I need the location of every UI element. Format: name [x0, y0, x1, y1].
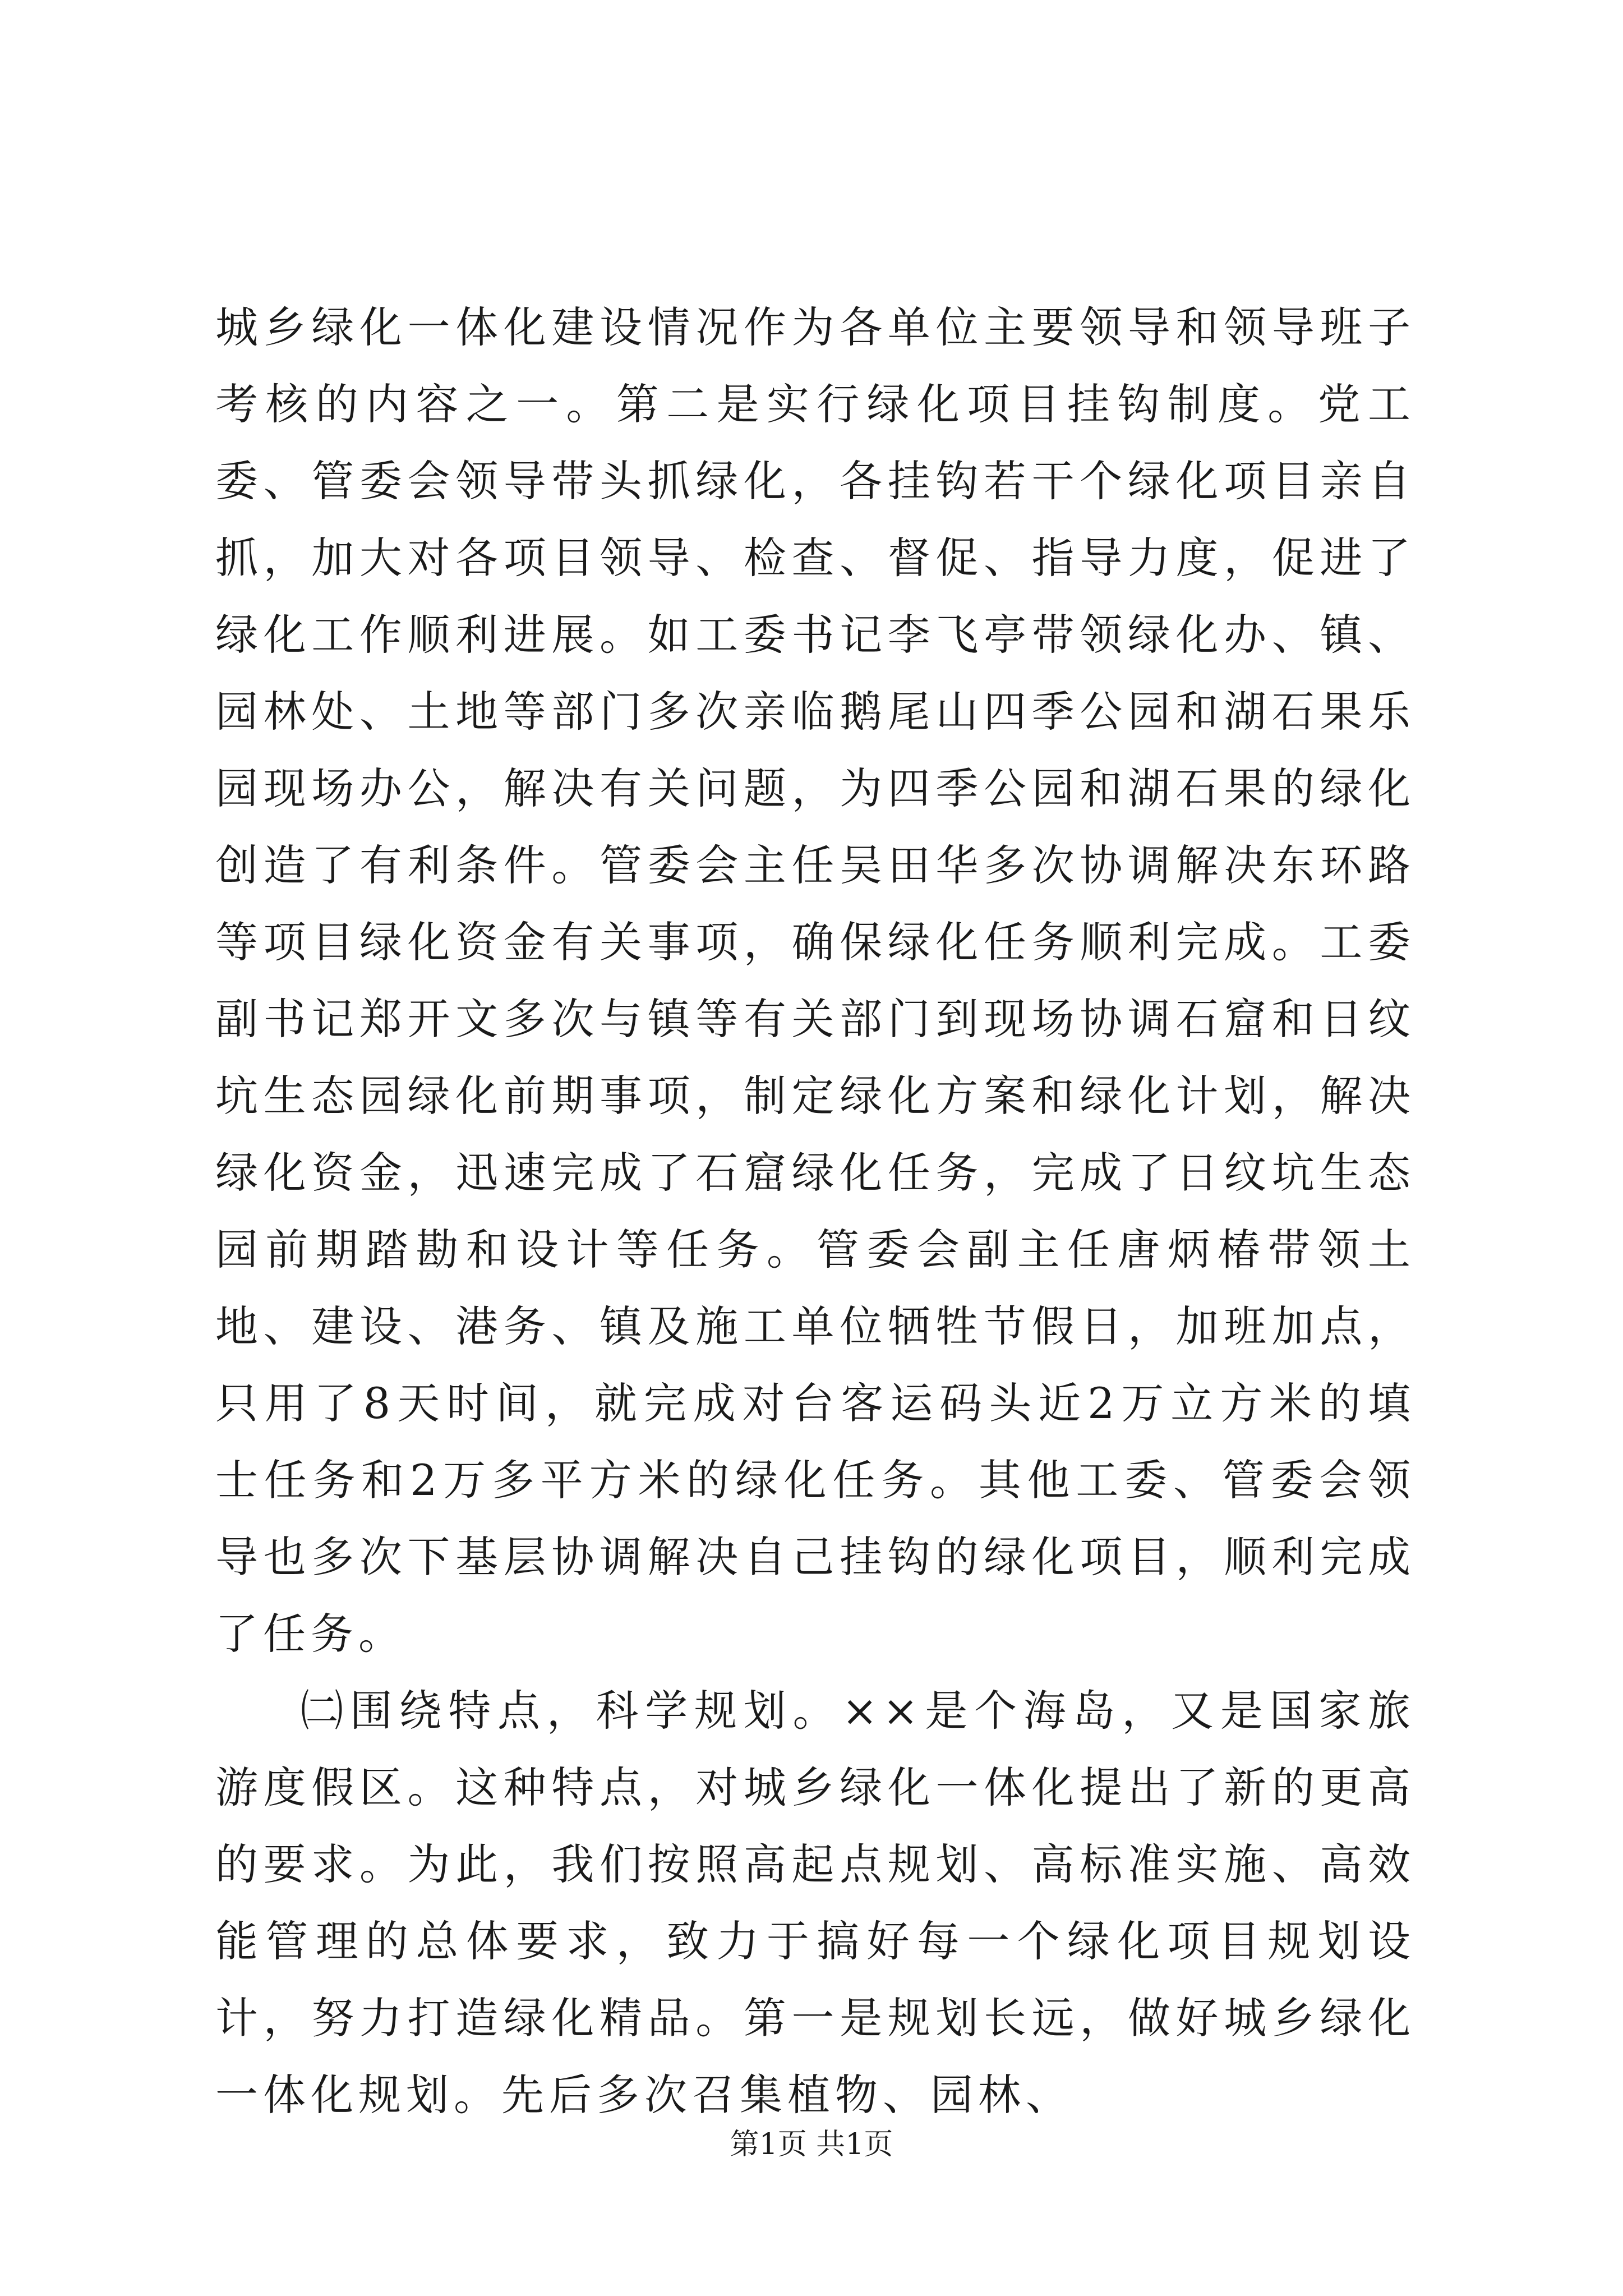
document-body	[215, 289, 1415, 2133]
paragraph-1: 城乡绿化一体化建设情况作为各单位主要领导和领导班子考核的内容之一。第二是实行绿化项目挂钩制度。党工委、管委会领导带头抓绿化，各挂钩若干个绿化项目亲自抓，加大对各项目领导、检查、督促、指导力度，促进了绿化工作顺利进展。如工委书记李飞亭带领绿化办、镇、园林处、土地等部门多次亲临鹅尾山四季公园和湖石果乐园现场办公，解决有关问题，为四季公园和湖石果的绿化创造了有利条件。管委会主任吴田华多次协调解决东环路等项目绿化资金有关事项，确保绿化任务顺利完成。工委副书记郑开文多次与镇等有关部门到现场协调石窟和日纹坑生态园绿化前期事项，制定绿化方案和绿化计划，解决绿化资金，迅速完成了石窟绿化任务，完成了日纹坑生态园前期踏勘和设计等任务。管委会副主任唐炳椿带领土地、建设、港务、镇及施工单位牺牲节假日，加班加点，只用了8天时间，就完成对台客运码头近2万立方米的填士任务和2万多平方米的绿化任务。其他工委、管委会领导也多次下基层协调解决自己挂钩的绿化项目，顺利完成了任务。	[215, 302, 1415, 1659]
page-footer: 第1页 共1页	[730, 2128, 893, 2161]
paragraph-2: ㈡围绕特点，科学规划。××是个海岛，又是国家旅游度假区。这种特点，对城乡绿化一体化提出了新的更高的要求。为此，我们按照高起点规划、高标准实施、高效能管理的总体要求，致力于搞好每一个绿化项目规划设计，努力打造绿化精品。第一是规划长远，做好城乡绿化一体化规划。先后多次召集植物、园林、	[215, 1686, 1415, 2120]
